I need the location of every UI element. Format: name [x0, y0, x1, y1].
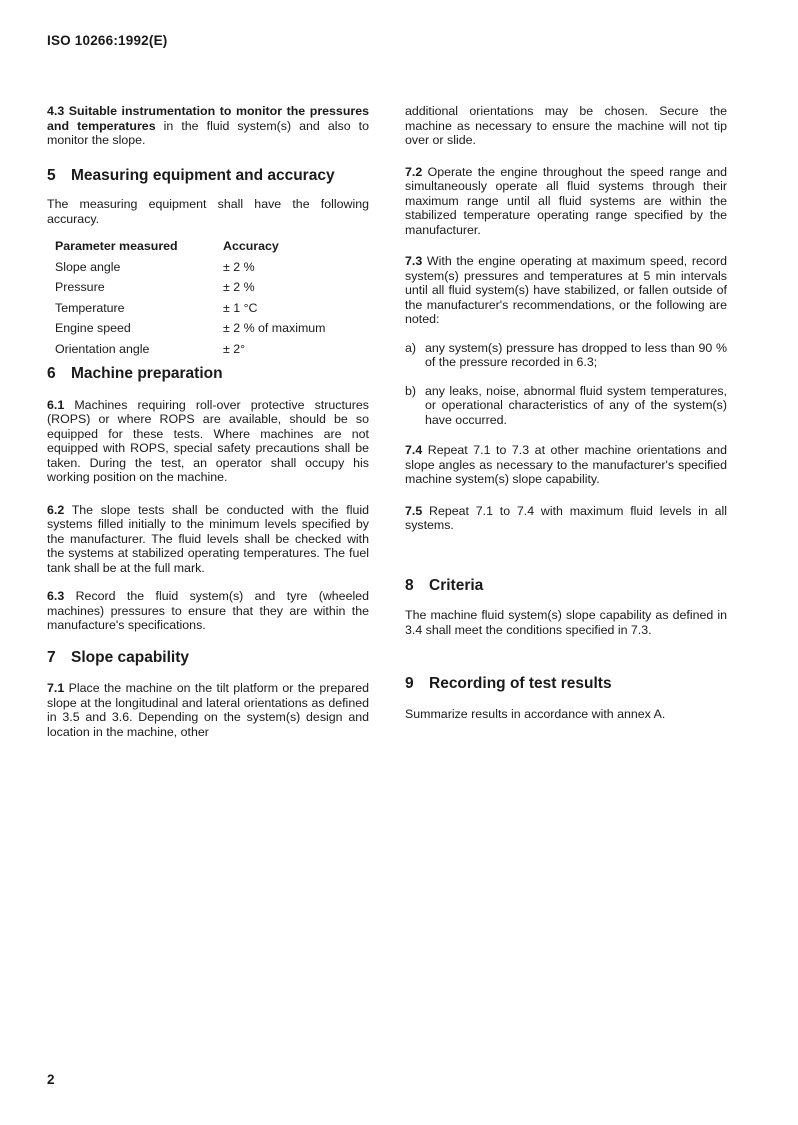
table-header-row [55, 236, 365, 257]
section-heading-5 [47, 166, 369, 184]
clause-number: 7.1 [47, 681, 65, 695]
clause-7-2 [405, 165, 727, 238]
table-cell: Pressure [55, 280, 105, 294]
clause-text: in the fluid system(s) and also to monitor the slope. [47, 118, 369, 147]
clause-7-3 [405, 254, 727, 327]
clause-text: Operate the engine throughout the speed range and simultaneously operate all fluid systems through their maximum range until all fluid systems are within the stabilized temperature operating range specified by the manufacturer. [405, 164, 727, 237]
section-5-intro: The measuring equipment shall have the following accuracy. [47, 197, 369, 226]
list-item [405, 384, 727, 428]
page-number: 2 [47, 1072, 55, 1087]
document-header: ISO 10266:1992(E) [47, 33, 168, 48]
clause-7-5 [405, 504, 727, 533]
right-column [405, 104, 727, 721]
clause-6-3 [47, 589, 369, 633]
section-8-text: The machine fluid system(s) slope capability as defined in 3.4 shall meet the conditions specified in 7.3. [405, 608, 727, 637]
accuracy-table [55, 236, 365, 359]
table-row [55, 318, 365, 339]
left-column [47, 104, 369, 739]
clause-4-3 [47, 104, 369, 148]
table-cell: Temperature [55, 300, 125, 315]
clause-text: Machines requiring roll-over protective structures (ROPS) or where ROPS are available, should be so equipped for these tests. Where machines are not equipped with ROPS, special safety precautions shall be taken. During the test, an operator shall occupy his working position on the machine. [47, 397, 369, 484]
table-cell: ± 2° [223, 341, 246, 356]
table-header: Accuracy [223, 239, 279, 253]
clause-number: 7.4 [405, 443, 423, 457]
clause-text: With the engine operating at maximum speed, record system(s) pressures and temperatures at 5 min intervals until all fluid system(s) have stabilized, or fallen outside of the manufacturer's recommendations, or the following are noted: [405, 254, 727, 326]
section-heading-9 [405, 677, 727, 692]
section-title: Machine preparation [71, 365, 223, 382]
clause-7-1-continued: additional orientations may be chosen. Secure the machine as necessary to ensure the machine will not tip over or slide. [405, 104, 727, 147]
clause-6-1 [47, 398, 369, 485]
table-cell: ± 2 % [223, 280, 255, 294]
list-label: b) [405, 383, 417, 398]
clause-7-1 [47, 681, 369, 739]
clause-number: 6.1 [47, 397, 65, 412]
clause-7-4 [405, 443, 727, 487]
table-row [55, 257, 365, 278]
table-header: Parameter measured [55, 239, 178, 253]
clause-text: Repeat 7.1 to 7.3 at other machine orientations and slope angles as necessary to the manufacturer's specified machine system(s) slope capability. [405, 443, 727, 486]
clause-6-2 [47, 503, 369, 576]
table-row [55, 339, 365, 360]
section-title: Recording of test results [429, 675, 612, 692]
list-text: any system(s) pressure has dropped to less than 90 % of the pressure recorded in 6.3; [425, 340, 727, 369]
section-number: 5 [47, 166, 56, 184]
section-heading-8 [405, 576, 727, 594]
table-cell: Slope angle [55, 259, 121, 274]
table-cell: ± 2 % [223, 259, 255, 274]
section-heading-6 [47, 367, 369, 382]
table-cell: Orientation angle [55, 341, 150, 356]
clause-text: Record the fluid system(s) and tyre (wheeled machines) pressures to ensure that they are within the manufacture's specifications. [47, 589, 369, 632]
section-number: 6 [47, 365, 56, 382]
section-heading-7 [47, 648, 369, 666]
section-title: Criteria [429, 576, 484, 594]
section-title: Slope capability [71, 648, 190, 666]
table-cell: ± 2 % of maximum [223, 321, 326, 335]
section-number: 9 [405, 675, 414, 692]
table-cell: Engine speed [55, 321, 131, 335]
clause-text: Repeat 7.1 to 7.4 with maximum fluid levels in all systems. [405, 503, 727, 532]
clause-number: 7.2 [405, 164, 423, 179]
section-9-text: Summarize results in accordance with annex A. [405, 706, 666, 721]
table-cell: ± 1 °C [223, 300, 258, 315]
list-item [405, 341, 727, 370]
clause-bold-text: Suitable instrumentation to monitor the pressures and temperatures [47, 104, 369, 133]
list-label: a) [405, 340, 417, 355]
clause-number: 7.3 [405, 254, 423, 268]
list-text: any leaks, noise, abnormal fluid system temperatures, or operational characteristics of any of the system(s) have occurred. [425, 383, 727, 427]
clause-number: 4.3 [47, 104, 65, 118]
table-row [55, 277, 365, 298]
clause-text: The slope tests shall be conducted with the fluid systems filled initially to the minimum levels specified by the manufacturer. The fluid levels shall be checked with the systems at stabilized operating temperatures. The fuel tank shall be at the full mark. [47, 502, 369, 575]
section-number: 8 [405, 576, 414, 594]
clause-text: Place the machine on the tilt platform or the prepared slope at the longitudinal and lateral orientations as defined in 3.5 and 3.6. Depending on the system(s) design and location in the machine, other [47, 681, 369, 739]
clause-number: 7.5 [405, 503, 423, 518]
clause-number: 6.3 [47, 589, 65, 603]
table-row [55, 298, 365, 319]
section-title: Measuring equipment and accuracy [71, 166, 335, 184]
section-number: 7 [47, 648, 56, 666]
clause-number: 6.2 [47, 502, 65, 517]
